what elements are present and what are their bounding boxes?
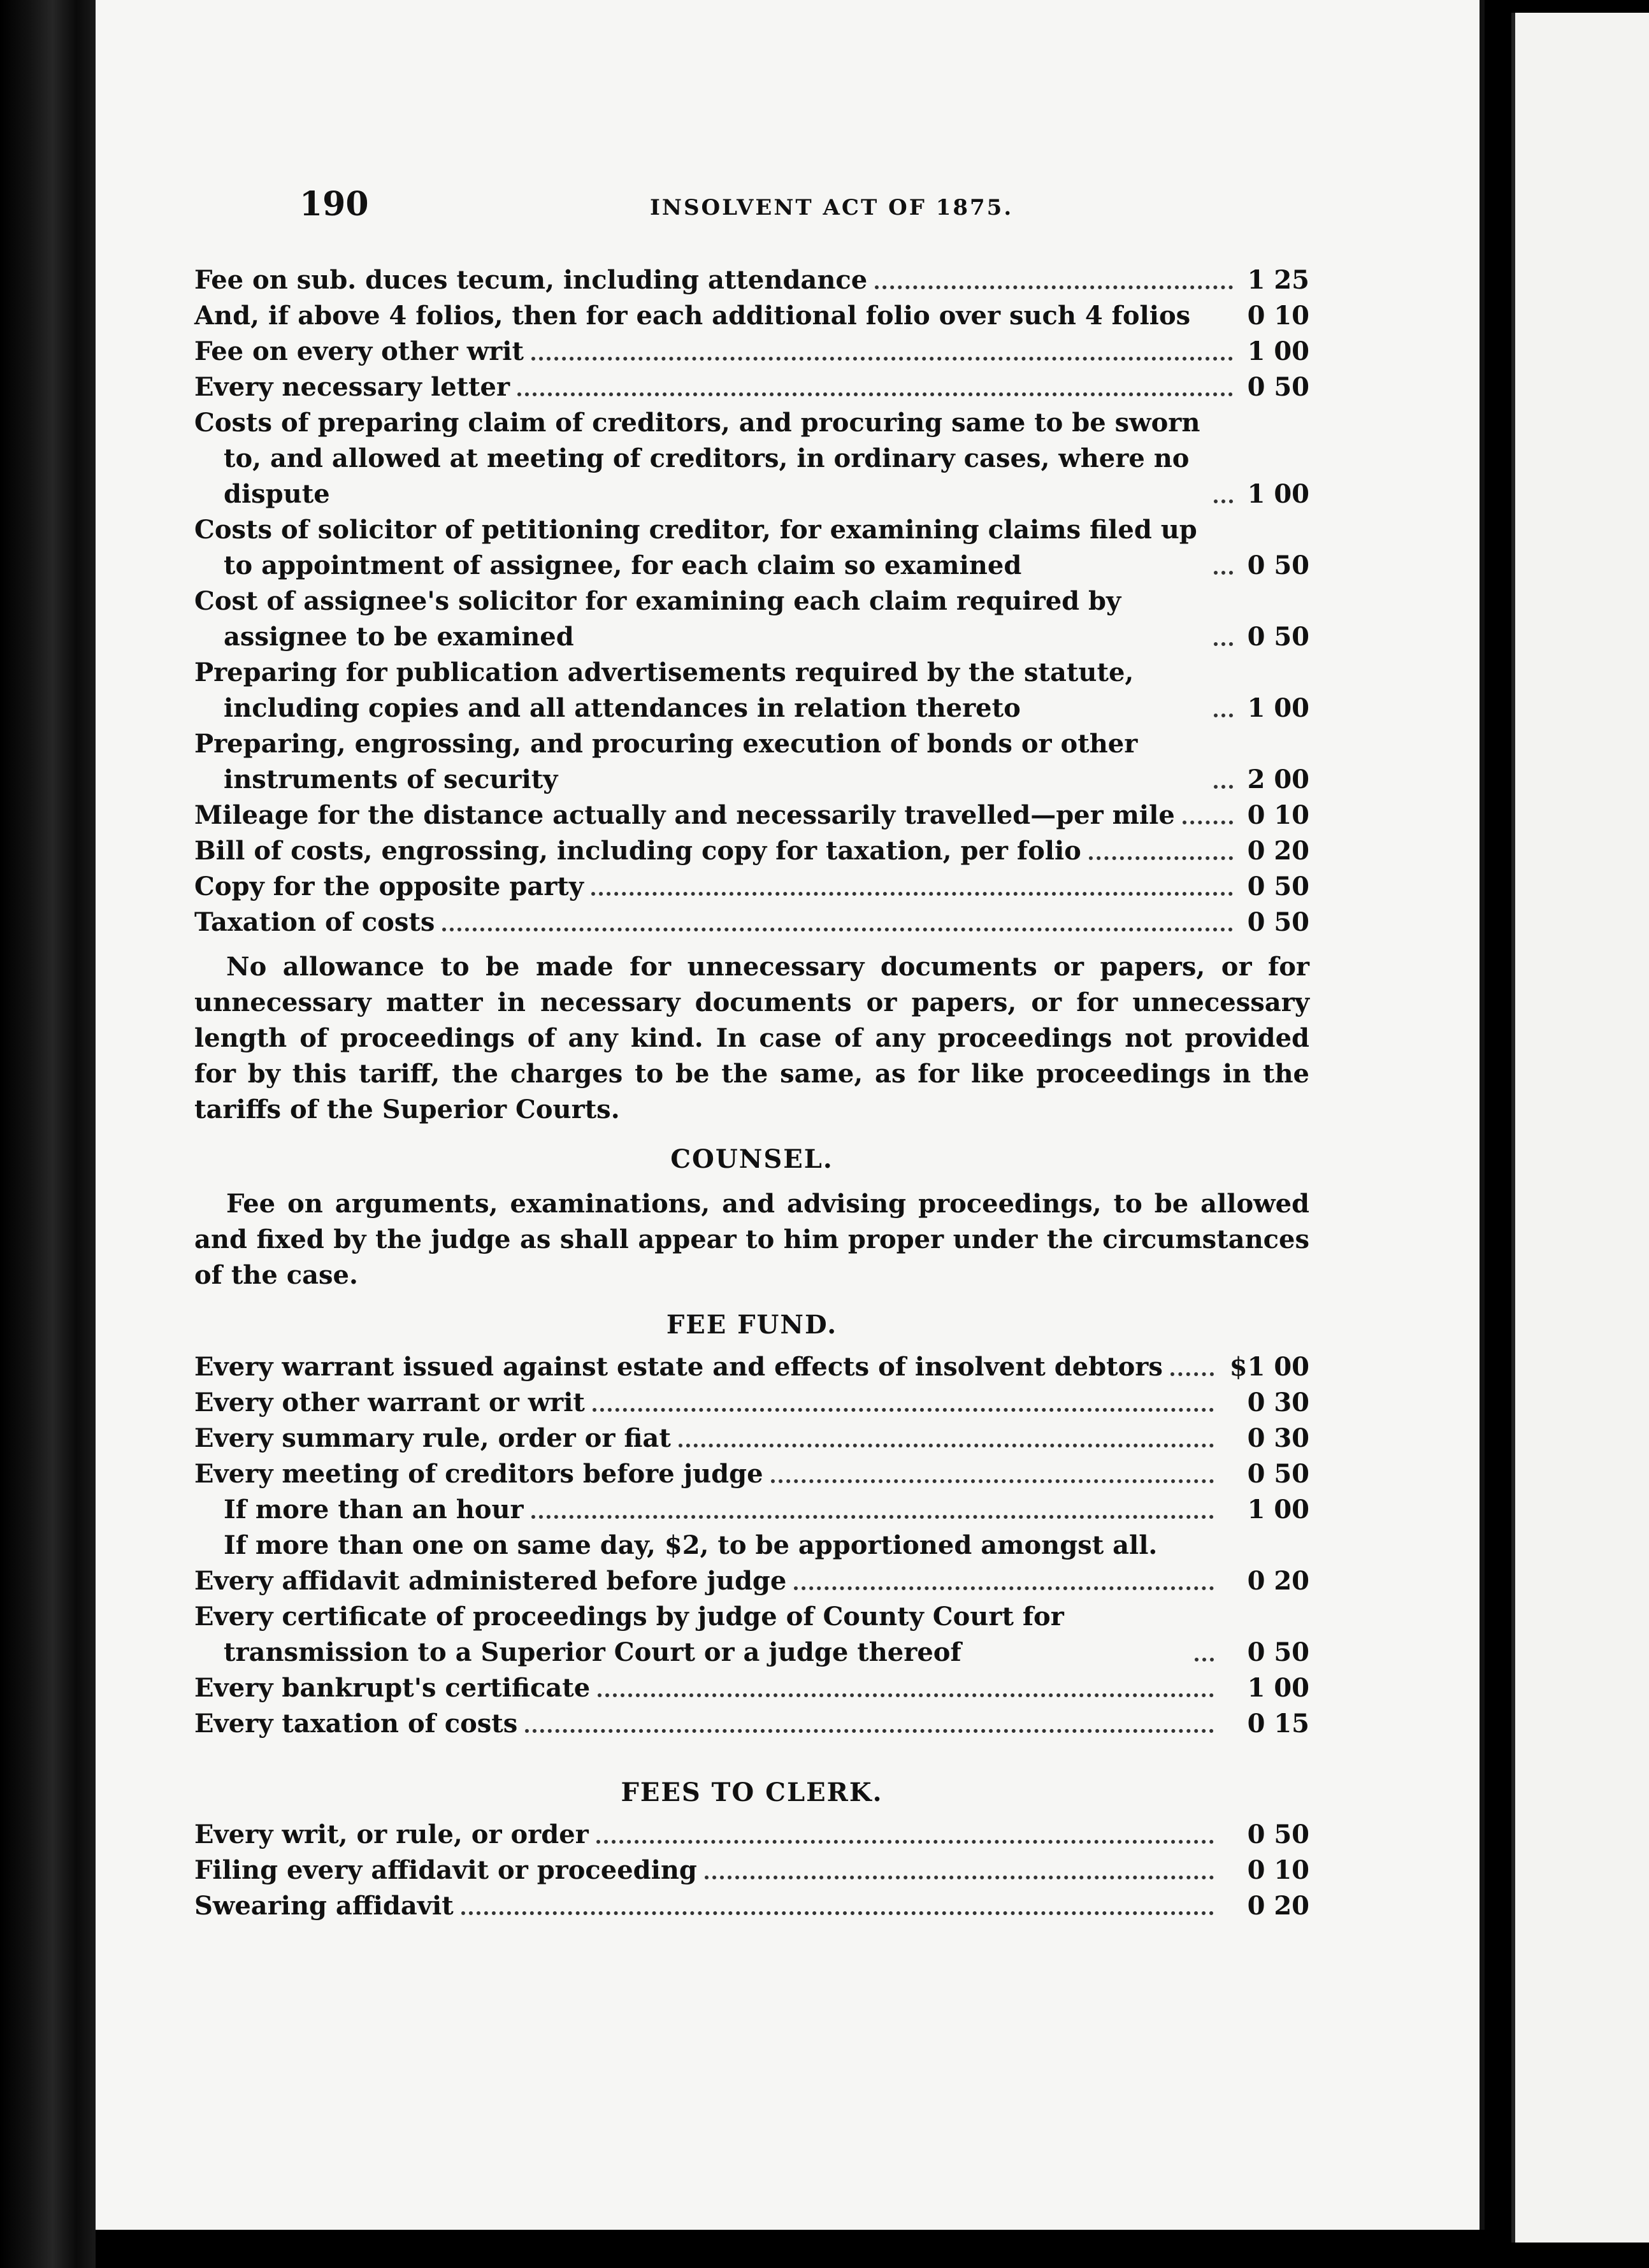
clerk-fee-entry: Swearing affidavit 0 20 <box>194 1891 1309 1921</box>
tariff-entry: Taxation of costs 0 50 <box>194 907 1309 937</box>
page-number: 190 <box>299 185 369 224</box>
fee-fund-entry: Every meeting of creditors before judge 0 50 <box>194 1459 1309 1489</box>
tariff-entry: Preparing, engrossing, and procuring execution of bonds or other instruments of security 2 00 <box>194 729 1309 794</box>
tariff-list <box>194 262 1309 940</box>
tariff-entry: Costs of preparing claim of creditors, and procuring same to be sworn to, and allowed at meeting of creditors, in ordinary cases, where no dispute 1 00 <box>194 408 1309 509</box>
fee-fund-entry: Every taxation of costs 0 15 <box>194 1709 1309 1739</box>
tariff-entry: Mileage for the distance actually and necessarily travelled—per mile 0 10 <box>194 800 1309 830</box>
tariff-entry: Every necessary letter 0 50 <box>194 372 1309 402</box>
tariff-entry: Fee on every other writ 1 00 <box>194 336 1309 366</box>
fee-fund-entry: Every bankrupt's certificate 1 00 <box>194 1673 1309 1703</box>
tariff-entry: Preparing for publication advertisements required by the statute, including copies and all attendances in relation thereto 1 00 <box>194 657 1309 723</box>
tariff-entry: Cost of assignee's solicitor for examining each claim required by assignee to be examined 0 50 <box>194 586 1309 652</box>
fee-fund-heading: FEE FUND. <box>666 1310 838 1340</box>
page-content <box>194 185 1309 1924</box>
fee-fund-entry: Every other warrant or writ 0 30 <box>194 1388 1309 1418</box>
clerk-fee-entry: Filing every affidavit or proceeding 0 10 <box>194 1855 1309 1885</box>
book-spine <box>0 0 96 2268</box>
fee-fund-note: If more than one on same day, $2, to be apportioned amongst all. <box>224 1530 1158 1560</box>
adjacent-page-edge <box>1511 13 1649 2243</box>
running-title: INSOLVENT ACT OF 1875. <box>650 195 1014 220</box>
tariff-entry: And, if above 4 folios, then for each additional folio over such 4 folios 0 10 <box>194 301 1309 331</box>
fee-fund-entry: Every warrant issued against estate and effects of insolvent debtors $1 00 <box>194 1352 1309 1382</box>
counsel-heading: COUNSEL. <box>670 1144 833 1174</box>
fees-to-clerk-heading: FEES TO CLERK. <box>621 1777 883 1807</box>
page-header <box>194 185 1309 236</box>
counsel-paragraph: Fee on arguments, examinations, and advising proceedings, to be allowed and fixed by the judge as shall appear to him proper under the circumstances of the case. <box>194 1189 1309 1290</box>
tariff-entry: Copy for the opposite party 0 50 <box>194 872 1309 901</box>
allowance-paragraph: No allowance to be made for unnecessary documents or papers, or for unnecessary matter in necessary documents or papers, or for unnecessary length of proceedings of any kind. In case of any proceedings not provided for by this tariff, the charges to be the same, as for like proceedings in the tariffs of the Superior Courts. <box>194 952 1309 1124</box>
tariff-entry: Bill of costs, engrossing, including copy for taxation, per folio 0 20 <box>194 836 1309 866</box>
fee-fund-list <box>194 1349 1309 1742</box>
fee-fund-entry: Every summary rule, order or fiat 0 30 <box>194 1423 1309 1453</box>
tariff-entry: Fee on sub. duces tecum, including attendance 1 25 <box>194 265 1309 295</box>
fees-to-clerk-list <box>194 1817 1309 1924</box>
tariff-entry: Costs of solicitor of petitioning creditor, for examining claims filed up to appointment of assignee, for each claim so examined 0 50 <box>194 515 1309 580</box>
fee-fund-entry: If more than an hour 1 00 <box>224 1495 1309 1525</box>
fee-fund-entry: Every certificate of proceedings by judge of County Court for transmission to a Superior Court or a judge thereof 0 50 <box>194 1602 1309 1667</box>
fee-fund-entry: Every affidavit administered before judge 0 20 <box>194 1566 1309 1596</box>
clerk-fee-entry: Every writ, or rule, or order 0 50 <box>194 1819 1309 1849</box>
